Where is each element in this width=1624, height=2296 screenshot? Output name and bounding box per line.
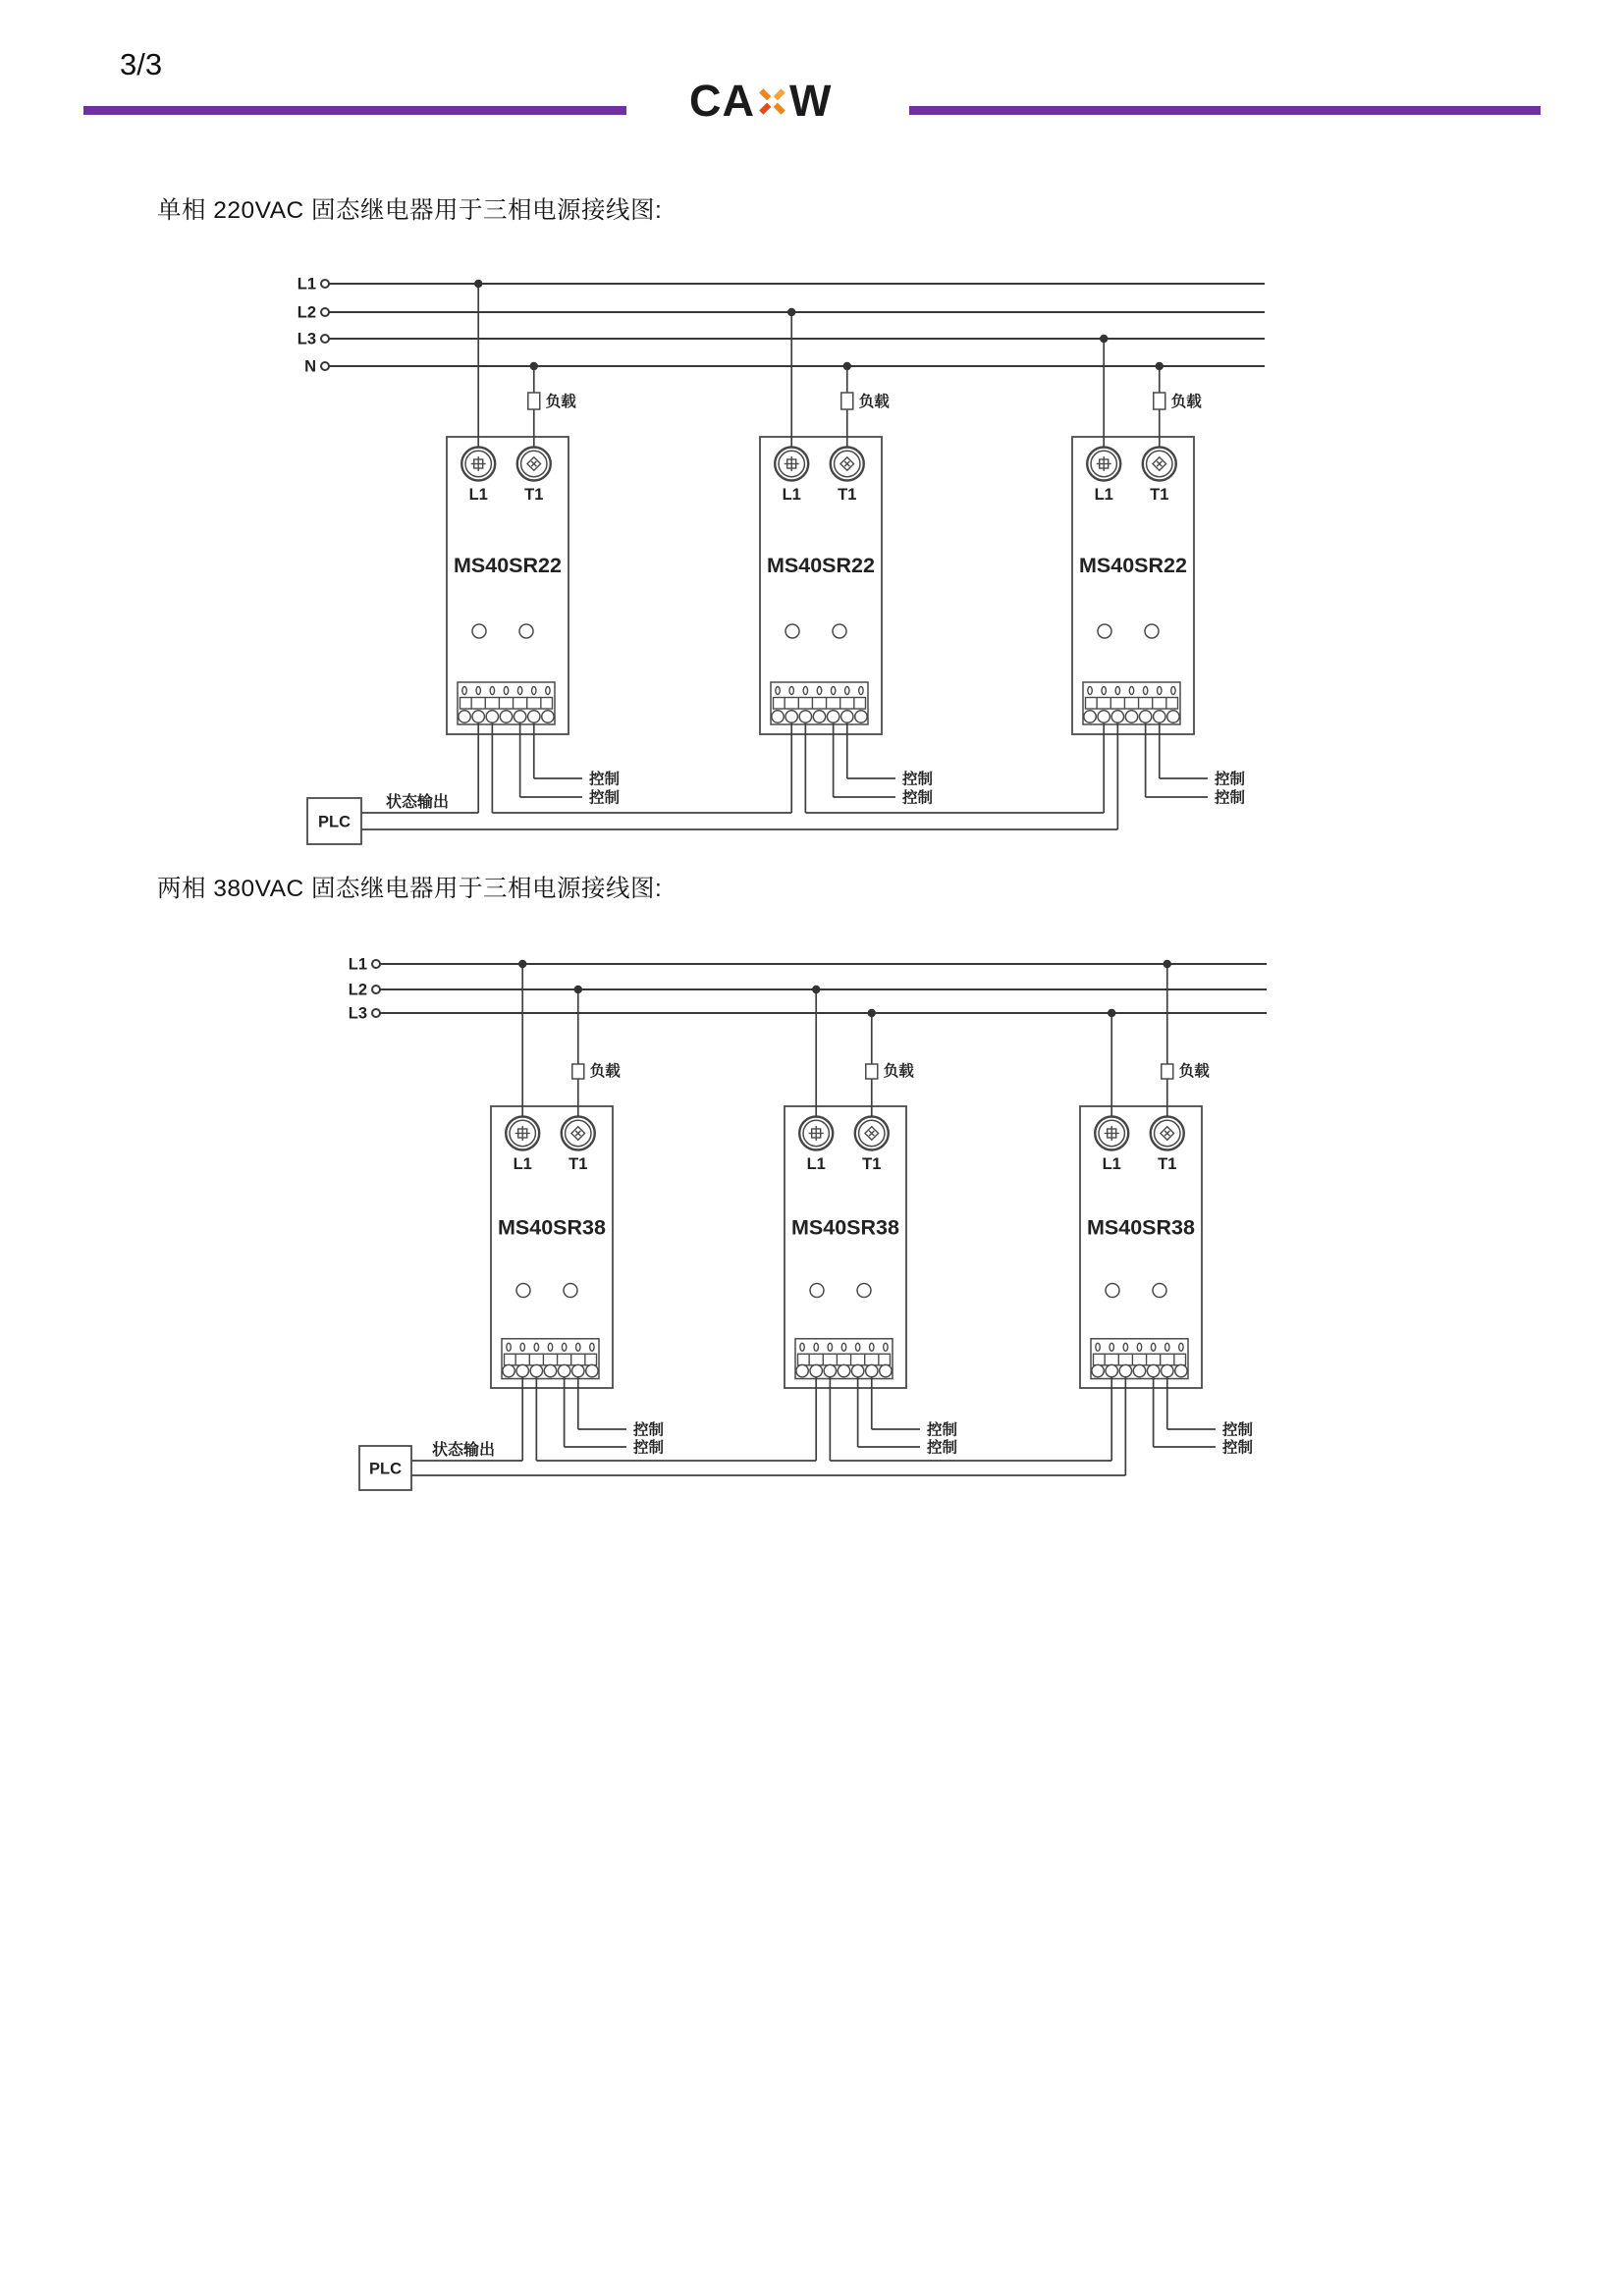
junction-dot (1108, 1009, 1115, 1017)
led-indicator (785, 624, 799, 638)
relay-model: MS40SR38 (498, 1215, 606, 1240)
terminal-hole (514, 711, 525, 722)
terminal-label: L1 (1094, 486, 1113, 504)
section-title-220vac: 单相 220VAC 固态继电器用于三相电源接线图: (157, 197, 663, 224)
relay-model: MS40SR38 (1087, 1215, 1195, 1240)
status-output-label: 状态输出 (432, 1442, 496, 1459)
terminal-label: T1 (1158, 1155, 1177, 1173)
terminal-hole (544, 1364, 556, 1376)
bus-label: L2 (297, 303, 316, 322)
led-indicator (1153, 1284, 1166, 1298)
terminal-hole (528, 711, 540, 722)
page-number: 3/3 (120, 47, 163, 81)
load-symbol (1154, 393, 1165, 409)
bus-label: L1 (297, 275, 316, 294)
control-label: 控制 (633, 1439, 665, 1457)
terminal-hole (459, 711, 470, 722)
junction-dot (787, 308, 795, 316)
load-label: 负载 (1178, 1063, 1210, 1080)
relay-model: MS40SR22 (1079, 554, 1187, 577)
terminal-hole (1139, 711, 1151, 722)
led-indicator (810, 1284, 824, 1298)
control-label: 控制 (1215, 789, 1246, 807)
terminal-label: L1 (1102, 1155, 1121, 1173)
terminal-hole (1167, 711, 1179, 722)
terminal-hole (796, 1364, 808, 1376)
terminal-hole (785, 711, 797, 722)
led-indicator (1098, 624, 1111, 638)
terminal-label: T1 (862, 1155, 882, 1173)
terminal-label: L1 (806, 1155, 826, 1173)
load-symbol (1162, 1064, 1173, 1079)
terminal-hole (813, 711, 825, 722)
terminal-label: L1 (513, 1155, 532, 1173)
control-label: 控制 (633, 1421, 665, 1439)
led-indicator (516, 1284, 530, 1298)
terminal-label: L1 (468, 486, 488, 504)
load-symbol (572, 1064, 584, 1079)
load-label: 负载 (883, 1063, 914, 1080)
terminal-hole (855, 711, 867, 722)
section-title-380vac: 两相 380VAC 固态继电器用于三相电源接线图: (157, 876, 663, 902)
terminal-hole (1092, 1364, 1104, 1376)
load-symbol (866, 1064, 878, 1079)
terminal-hole (530, 1364, 542, 1376)
plc-label: PLC (369, 1460, 402, 1478)
terminal-hole (838, 1364, 849, 1376)
terminal-hole (1162, 1364, 1173, 1376)
led-indicator (1145, 624, 1159, 638)
junction-dot (1100, 335, 1108, 343)
logo-text-left: CA (689, 76, 755, 126)
relay-model: MS40SR22 (454, 554, 562, 577)
led-indicator (1106, 1284, 1119, 1298)
terminal-hole (572, 1364, 584, 1376)
plc-label: PLC (318, 813, 351, 831)
bus-terminal-circle (321, 308, 329, 316)
terminal-hole (799, 711, 811, 722)
bus-label: L3 (348, 1004, 367, 1023)
bus-label: L3 (297, 330, 316, 348)
load-symbol (528, 393, 540, 409)
terminal-hole (1175, 1364, 1187, 1376)
terminal-hole (558, 1364, 569, 1376)
bus-terminal-circle (321, 362, 329, 370)
terminal-hole (851, 1364, 863, 1376)
junction-dot (1156, 362, 1164, 370)
status-output-label: 状态输出 (386, 794, 450, 811)
terminal-hole (772, 711, 784, 722)
control-label: 控制 (927, 1439, 958, 1457)
load-label: 负载 (858, 394, 890, 410)
relay-model: MS40SR38 (791, 1215, 899, 1240)
terminal-label: T1 (1150, 486, 1169, 504)
control-label: 控制 (927, 1421, 958, 1439)
control-label: 控制 (1215, 771, 1246, 788)
terminal-label: T1 (524, 486, 544, 504)
junction-dot (868, 1009, 876, 1017)
terminal-hole (1106, 1364, 1117, 1376)
junction-dot (574, 986, 582, 993)
junction-dot (843, 362, 851, 370)
junction-dot (474, 280, 482, 288)
bus-label: L1 (348, 955, 367, 974)
bus-label: N (304, 357, 316, 376)
terminal-hole (810, 1364, 822, 1376)
logo-text-right: W (789, 76, 833, 126)
wiring-diagram-2 (349, 956, 1267, 1491)
terminal-hole (841, 711, 853, 722)
led-indicator (833, 624, 846, 638)
terminal-hole (866, 1364, 878, 1376)
control-label: 控制 (589, 789, 621, 807)
terminal-hole (586, 1364, 598, 1376)
bus-terminal-circle (372, 986, 380, 993)
wiring-diagram-1 (298, 276, 1265, 845)
junction-dot (812, 986, 820, 993)
terminal-hole (486, 711, 498, 722)
bus-terminal-circle (372, 960, 380, 968)
terminal-label: T1 (838, 486, 857, 504)
terminal-hole (472, 711, 484, 722)
terminal-label: T1 (568, 1155, 588, 1173)
led-indicator (857, 1284, 871, 1298)
junction-dot (530, 362, 538, 370)
terminal-hole (1154, 711, 1165, 722)
terminal-hole (500, 711, 512, 722)
terminal-hole (827, 711, 839, 722)
control-label: 控制 (1222, 1439, 1254, 1457)
terminal-hole (1111, 711, 1123, 722)
control-label: 控制 (902, 789, 934, 807)
control-label: 控制 (1222, 1421, 1254, 1439)
load-symbol (841, 393, 853, 409)
load-label: 负载 (545, 394, 576, 410)
junction-dot (518, 960, 526, 968)
bus-label: L2 (348, 981, 367, 999)
terminal-hole (880, 1364, 892, 1376)
terminal-hole (1147, 1364, 1159, 1376)
bus-terminal-circle (372, 1009, 380, 1017)
terminal-hole (1125, 711, 1137, 722)
terminal-hole (542, 711, 554, 722)
relay-model: MS40SR22 (767, 554, 875, 577)
terminal-label: L1 (782, 486, 801, 504)
terminal-hole (1098, 711, 1110, 722)
terminal-hole (824, 1364, 836, 1376)
control-label: 控制 (902, 771, 934, 788)
terminal-hole (503, 1364, 514, 1376)
bus-terminal-circle (321, 280, 329, 288)
terminal-hole (1133, 1364, 1145, 1376)
led-indicator (564, 1284, 577, 1298)
load-label: 负载 (589, 1063, 621, 1080)
led-indicator (519, 624, 533, 638)
terminal-hole (1084, 711, 1096, 722)
led-indicator (472, 624, 486, 638)
terminal-hole (516, 1364, 528, 1376)
bus-terminal-circle (321, 335, 329, 343)
control-label: 控制 (589, 771, 621, 788)
junction-dot (1164, 960, 1171, 968)
load-label: 负载 (1170, 394, 1202, 410)
terminal-hole (1119, 1364, 1131, 1376)
